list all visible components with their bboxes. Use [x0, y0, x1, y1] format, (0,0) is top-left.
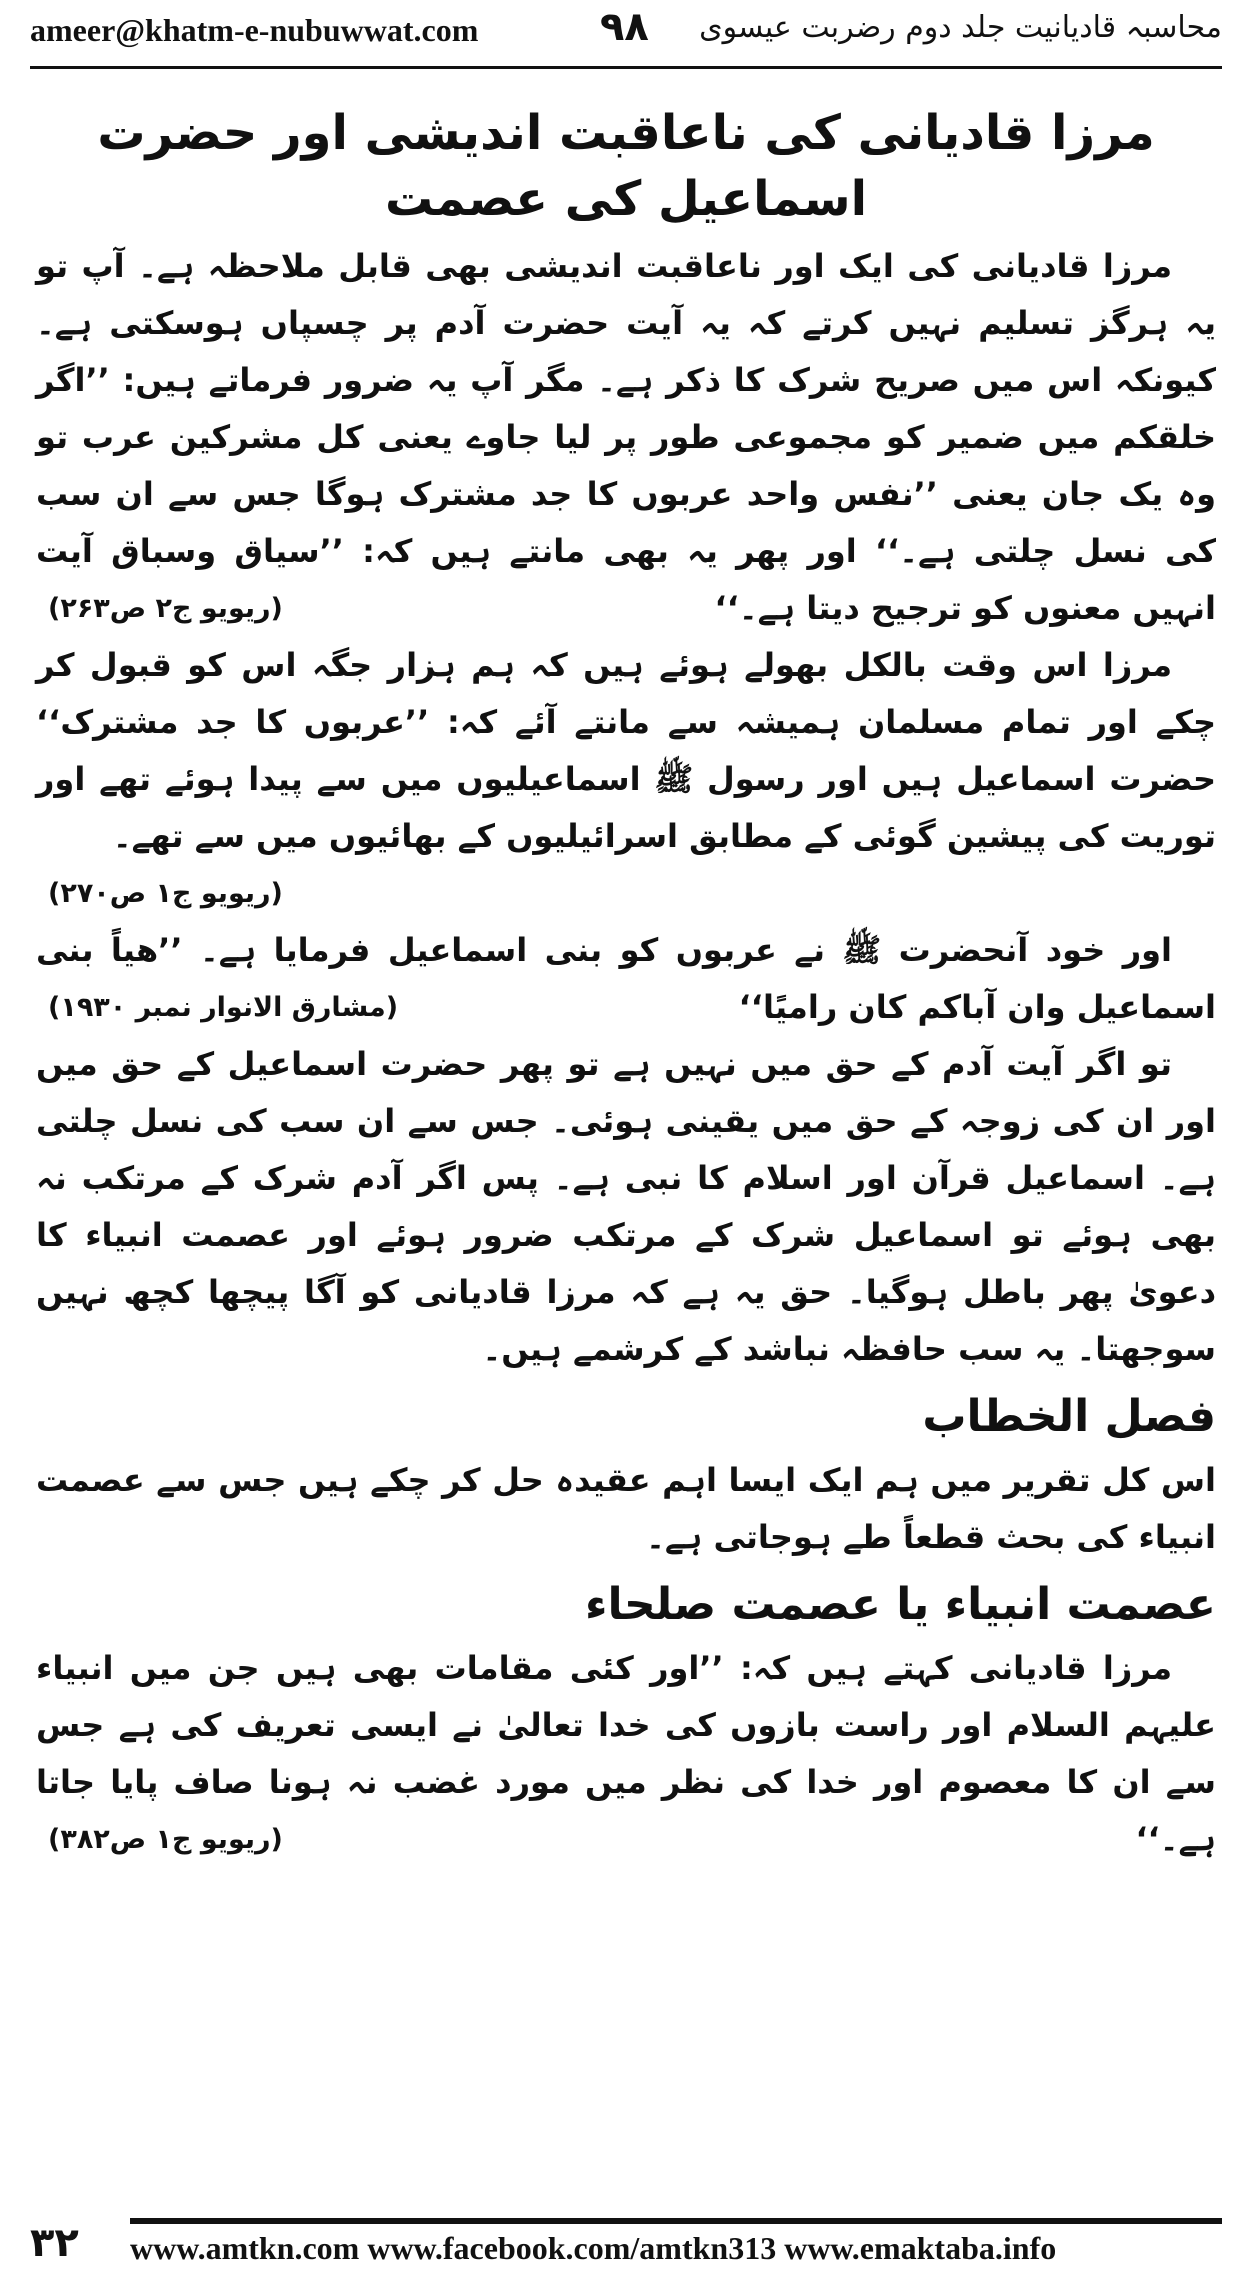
reference-4: (ریویو ج۱ ص۳۸۲) — [48, 1824, 283, 1855]
footer-urls: www.amtkn.com www.facebook.com/amtkn313 www.emaktaba.info — [130, 2230, 1057, 2266]
paragraph-6 — [36, 1640, 1216, 1868]
section-heading-ismat: عصمت انبیاء یا عصمت صلحاء — [584, 1579, 1216, 1630]
reference-2: (ریویو ج۱ ص۲۷۰) — [48, 878, 283, 909]
reference-1: (ریویو ج۲ ص۲۶۳) — [48, 593, 283, 624]
header-email: ameer@khatm-e-nubuwwat.com — [30, 12, 479, 48]
paragraph-5: اس کل تقریر میں ہم ایک ایسا اہم عقیدہ حل کر چکے ہیں جس سے عصمت انبیاء کی بحث قطعاً طے ہوجاتی ہے۔ — [36, 1461, 1216, 1556]
page-content — [36, 100, 1216, 1868]
footer-rule — [130, 2218, 1222, 2224]
paragraph-6-text: مرزا قادیانی کہتے ہیں کہ: ’’اور کئی مقامات بھی ہیں جن میں انبیاء علیہم السلام اور راست بازوں کی خدا تعالیٰ نے ایسی تعریف کی ہے جس سے ان کا معصوم اور خدا کی نظر میں مورد غضب نہ ہونا صاف پایا جاتا ہے۔‘‘ — [36, 1649, 1216, 1858]
main-heading: مرزا قادیانی کی ناعاقبت اندیشی اور حضرت اسماعیل کی عصمت — [97, 105, 1155, 227]
header-book-title: محاسبہ قادیانیت جلد دوم رضربت عیسوی — [699, 10, 1222, 45]
header-rule — [30, 66, 1222, 69]
paragraph-4: تو اگر آیت آدم کے حق میں نہیں ہے تو پھر حضرت اسماعیل کے حق میں اور ان کی زوجہ کے حق میں یقینی ہوئی۔ جس سے ان سب کی نسل چلتی ہے۔ اسماعیل قرآن اور اسلام کا نبی ہے۔ پس اگر آدم شرک کے مرتکب نہ بھی ہوئے تو اسماعیل شرک کے مرتکب ضرور ہوئے اور عصمت انبیاء کا دعویٰ پھر باطل ہوگیا۔ حق یہ ہے کہ مرزا قادیانی کو آگا پیچھا کچھ نہیں سوجھتا۔ یہ سب حافظہ نباشد کے کرشمے ہیں۔ — [36, 1045, 1216, 1368]
paragraph-1-text: مرزا قادیانی کی ایک اور ناعاقبت اندیشی بھی قابل ملاحظہ ہے۔ آپ تو یہ ہرگز تسلیم نہیں کرتے کہ یہ آیت حضرت آدم پر چسپاں ہوسکتی ہے۔ کیونکہ اس میں صریح شرک کا ذکر ہے۔ مگر آپ یہ ضرور فرماتے ہیں: ’’اگر خلقکم میں ضمیر کو مجموعی طور پر لیا جاوے یعنی کل مشرکین عرب تو وہ یک جان یعنی ’’نفس واحد عربوں کا جد مشترک ہوگا جس سے ان سب کی نسل چلتی ہے۔‘‘ اور پھر یہ بھی مانتے ہیں کہ: ’’سیاق وسباق آیت انہیں معنوں کو ترجیح دیتا ہے۔‘‘ — [36, 247, 1216, 627]
paragraph-3 — [36, 922, 1216, 1036]
footer-page-number: ۳۲ — [30, 2220, 79, 2266]
page-footer — [30, 2218, 1222, 2270]
page-header — [30, 0, 1222, 70]
section-heading-fasl: فصل الخطاب — [922, 1391, 1216, 1442]
reference-3: (مشارق الانوار نمبر ۱۹۳۰) — [48, 992, 399, 1023]
paragraph-2-text: مرزا اس وقت بالکل بھولے ہوئے ہیں کہ ہم ہزار جگہ اس کو قبول کر چکے اور تمام مسلمان ہمیشہ سے مانتے آئے کہ: ’’عربوں کا جد مشترک‘‘ حضرت اسماعیل ہیں اور رسول ﷺ اسماعیلیوں میں سے پیدا ہوئے تھے اور توریت کی پیشین گوئی کے مطابق اسرائیلیوں کے بھائیوں میں سے تھے۔ — [36, 646, 1216, 855]
paragraph-3-text: اور خود آنحضرت ﷺ نے عربوں کو بنی اسماعیل فرمایا ہے۔ ’’ھیاً بنی اسماعیل وان آباکم کان رامیًا‘‘ — [36, 931, 1216, 1026]
header-page-number: ۹۸ — [600, 4, 649, 50]
paragraph-1 — [36, 238, 1216, 637]
paragraph-2 — [36, 637, 1216, 909]
